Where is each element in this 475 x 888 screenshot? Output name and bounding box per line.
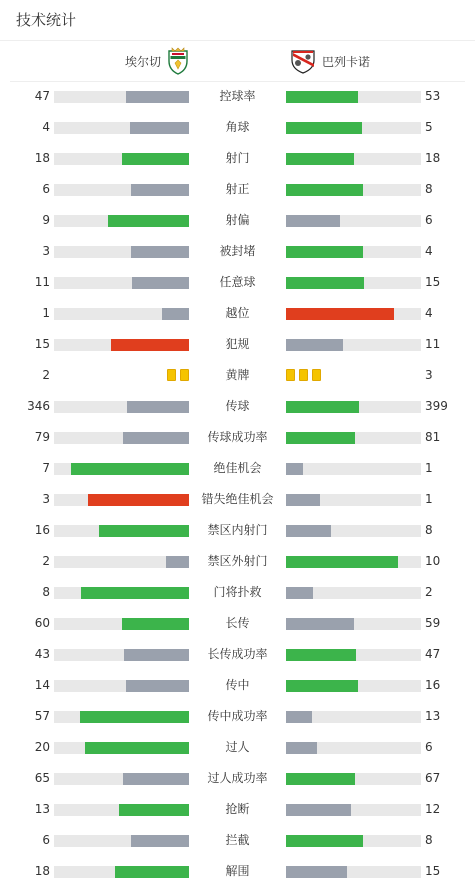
stat-label: 角球 (225, 120, 250, 134)
home-value: 15 (34, 337, 50, 351)
away-bar-track (286, 401, 421, 413)
away-bar-fill (286, 401, 359, 413)
away-value: 15 (425, 275, 441, 289)
away-bar-track (286, 184, 421, 196)
stat-label: 过人 (225, 740, 250, 754)
home-bar-track (54, 339, 189, 351)
home-bar-track (54, 525, 189, 537)
home-bar-track (54, 680, 189, 692)
away-value: 8 (425, 182, 433, 196)
away-value: 18 (425, 151, 441, 165)
yellow-card-icon (312, 369, 321, 381)
home-value: 14 (34, 678, 50, 692)
stat-label: 拦截 (225, 833, 250, 847)
home-value: 7 (42, 461, 50, 475)
yellow-card-icon (180, 369, 189, 381)
away-bar-fill (286, 91, 358, 103)
stat-row (0, 732, 475, 763)
away-value: 47 (425, 647, 441, 661)
home-value: 43 (34, 647, 50, 661)
away-bar-fill (286, 525, 331, 537)
stat-label: 射门 (225, 151, 250, 165)
away-value: 6 (425, 213, 433, 227)
home-bar-track (54, 184, 189, 196)
stat-label: 传中成功率 (207, 709, 268, 723)
home-bar-fill (126, 91, 189, 103)
stat-label: 抢断 (225, 802, 250, 816)
away-bar-track (286, 680, 421, 692)
away-bar-track (286, 773, 421, 785)
home-bar-track (54, 494, 189, 506)
home-value: 2 (42, 368, 50, 382)
stat-row (0, 205, 475, 236)
away-value: 16 (425, 678, 441, 692)
home-bar-fill (123, 773, 189, 785)
stat-label: 绝佳机会 (213, 461, 262, 475)
home-value: 9 (42, 213, 50, 227)
away-bar-track (286, 494, 421, 506)
home-bar-fill (85, 742, 189, 754)
away-value: 53 (425, 89, 441, 103)
stat-row (0, 391, 475, 422)
home-bar-fill (123, 432, 189, 444)
stat-row (0, 546, 475, 577)
away-team-crest-icon (290, 48, 316, 74)
stat-row (0, 360, 475, 391)
away-bar-fill (286, 153, 354, 165)
home-value: 18 (34, 151, 50, 165)
stat-label: 射正 (225, 182, 250, 196)
away-value: 81 (425, 430, 441, 444)
stat-label: 门将扑救 (213, 585, 262, 599)
home-bar-fill (99, 525, 189, 537)
home-value: 57 (34, 709, 50, 723)
away-bar-fill (286, 804, 351, 816)
stat-label: 传球 (225, 399, 250, 413)
stats-list (0, 81, 475, 887)
away-bar-track (286, 432, 421, 444)
away-bar-fill (286, 556, 398, 568)
home-bar-fill (126, 680, 189, 692)
home-bar-fill (131, 835, 189, 847)
away-value: 399 (425, 399, 448, 413)
home-bar-track (54, 215, 189, 227)
home-team[interactable] (125, 47, 189, 75)
home-bar-fill (124, 649, 189, 661)
stat-label: 传球成功率 (207, 430, 268, 444)
away-bar-track (286, 587, 421, 599)
stat-row (0, 174, 475, 205)
away-value: 8 (425, 523, 433, 537)
away-bar-track (286, 711, 421, 723)
away-bar-track (286, 122, 421, 134)
stat-label: 被封堵 (219, 244, 256, 258)
home-value: 3 (42, 492, 50, 506)
stat-label: 长传 (225, 616, 250, 630)
home-bar-track (54, 122, 189, 134)
stat-row (0, 856, 475, 887)
home-bar-track (54, 432, 189, 444)
away-bar-fill (286, 494, 320, 506)
home-team-crest-icon (167, 47, 189, 75)
away-bar-track (286, 835, 421, 847)
home-value: 11 (34, 275, 50, 289)
home-bar-fill (122, 618, 190, 630)
away-bar-fill (286, 711, 312, 723)
away-bar-fill (286, 277, 364, 289)
home-bar-track (54, 866, 189, 878)
stat-label: 解围 (225, 864, 250, 878)
home-value: 1 (42, 306, 50, 320)
away-bar-track (286, 463, 421, 475)
away-team-name: 巴列卡诺 (322, 54, 371, 69)
stat-row (0, 639, 475, 670)
stat-row (0, 267, 475, 298)
home-bar-track (54, 277, 189, 289)
away-bar-fill (286, 184, 363, 196)
stat-label: 越位 (225, 306, 250, 320)
stat-label: 黄牌 (225, 368, 250, 382)
section-title: 技术统计 (16, 11, 77, 29)
away-bar-track (286, 277, 421, 289)
away-bar-fill (286, 339, 343, 351)
away-bar-fill (286, 835, 363, 847)
away-bar-fill (286, 587, 313, 599)
away-value: 15 (425, 864, 441, 878)
home-bar-track (54, 153, 189, 165)
home-bar-track (54, 773, 189, 785)
away-bar-fill (286, 618, 354, 630)
stat-row (0, 794, 475, 825)
away-bar-fill (286, 773, 355, 785)
away-bar-fill (286, 246, 363, 258)
home-bar-fill (122, 153, 190, 165)
home-bar-track (54, 804, 189, 816)
away-team[interactable] (290, 47, 370, 75)
home-bar-fill (132, 277, 189, 289)
home-value: 346 (27, 399, 50, 413)
away-value: 1 (425, 461, 433, 475)
yellow-card-icon (299, 369, 308, 381)
home-bar-track (54, 618, 189, 630)
stat-row (0, 825, 475, 856)
away-bar-fill (286, 215, 340, 227)
away-value: 13 (425, 709, 441, 723)
away-bar-track (286, 91, 421, 103)
stat-row (0, 763, 475, 794)
stat-row (0, 422, 475, 453)
home-value: 20 (34, 740, 50, 754)
home-value: 8 (42, 585, 50, 599)
away-bar-track (286, 742, 421, 754)
home-value: 4 (42, 120, 50, 134)
away-bar-track (286, 525, 421, 537)
home-value: 60 (34, 616, 50, 630)
home-value: 2 (42, 554, 50, 568)
stat-row (0, 608, 475, 639)
away-yellow-cards (286, 369, 321, 381)
away-bar-track (286, 153, 421, 165)
stat-row (0, 701, 475, 732)
home-bar-fill (71, 463, 189, 475)
stat-row (0, 515, 475, 546)
home-bar-fill (81, 587, 189, 599)
away-value: 6 (425, 740, 433, 754)
stat-row (0, 298, 475, 329)
home-bar-track (54, 587, 189, 599)
home-bar-fill (162, 308, 189, 320)
away-bar-track (286, 866, 421, 878)
away-value: 3 (425, 368, 433, 382)
home-bar-track (54, 308, 189, 320)
stat-row (0, 577, 475, 608)
away-bar-fill (286, 308, 394, 320)
yellow-card-icon (286, 369, 295, 381)
away-value: 1 (425, 492, 433, 506)
away-value: 11 (425, 337, 441, 351)
away-bar-fill (286, 463, 303, 475)
home-bar-fill (88, 494, 189, 506)
stat-row (0, 81, 475, 112)
stat-row (0, 329, 475, 360)
away-value: 4 (425, 244, 433, 258)
away-value: 5 (425, 120, 433, 134)
home-bar-fill (119, 804, 189, 816)
home-bar-track (54, 556, 189, 568)
home-value: 18 (34, 864, 50, 878)
home-bar-fill (131, 184, 189, 196)
stat-row (0, 484, 475, 515)
home-bar-fill (108, 215, 189, 227)
home-bar-fill (115, 866, 189, 878)
stat-label: 任意球 (219, 275, 256, 289)
home-bar-track (54, 246, 189, 258)
yellow-card-icon (167, 369, 176, 381)
home-yellow-cards (167, 369, 189, 381)
away-bar-track (286, 339, 421, 351)
stat-label: 错失绝佳机会 (201, 492, 274, 506)
stat-row (0, 236, 475, 267)
stat-label: 射偏 (225, 213, 250, 227)
stat-label: 控球率 (219, 89, 256, 103)
stat-row (0, 143, 475, 174)
away-bar-track (286, 649, 421, 661)
away-value: 2 (425, 585, 433, 599)
home-team-name: 埃尔切 (124, 54, 161, 69)
away-value: 8 (425, 833, 433, 847)
stat-row (0, 112, 475, 143)
away-bar-fill (286, 649, 356, 661)
home-value: 47 (34, 89, 50, 103)
away-bar-fill (286, 432, 355, 444)
stat-row (0, 670, 475, 701)
home-bar-track (54, 649, 189, 661)
team-header (0, 41, 475, 81)
away-bar-fill (286, 866, 347, 878)
home-bar-track (54, 742, 189, 754)
stat-label: 犯规 (225, 337, 250, 351)
home-bar-fill (166, 556, 189, 568)
away-value: 67 (425, 771, 441, 785)
home-value: 65 (34, 771, 50, 785)
home-bar-fill (130, 122, 189, 134)
home-bar-fill (127, 401, 189, 413)
stat-label: 过人成功率 (207, 771, 268, 785)
away-bar-track (286, 246, 421, 258)
away-value: 59 (425, 616, 441, 630)
away-value: 12 (425, 802, 441, 816)
away-bar-track (286, 618, 421, 630)
home-value: 16 (34, 523, 50, 537)
home-bar-track (54, 835, 189, 847)
home-value: 6 (42, 182, 50, 196)
away-bar-fill (286, 742, 317, 754)
away-bar-track (286, 215, 421, 227)
home-bar-track (54, 463, 189, 475)
home-bar-track (54, 91, 189, 103)
away-bar-track (286, 556, 421, 568)
home-bar-fill (131, 246, 189, 258)
stat-label: 禁区外射门 (207, 554, 268, 568)
away-bar-track (286, 308, 421, 320)
home-value: 3 (42, 244, 50, 258)
home-value: 13 (34, 802, 50, 816)
stat-row (0, 453, 475, 484)
home-bar-fill (80, 711, 189, 723)
home-bar-fill (111, 339, 189, 351)
home-bar-track (54, 401, 189, 413)
away-bar-fill (286, 122, 362, 134)
stat-label: 禁区内射门 (207, 523, 268, 537)
stat-label: 长传成功率 (207, 647, 268, 661)
home-bar-track (54, 711, 189, 723)
away-bar-fill (286, 680, 358, 692)
away-bar-track (286, 804, 421, 816)
home-value: 79 (34, 430, 50, 444)
home-value: 6 (42, 833, 50, 847)
away-value: 10 (425, 554, 441, 568)
stat-label: 传中 (225, 678, 250, 692)
away-value: 4 (425, 306, 433, 320)
